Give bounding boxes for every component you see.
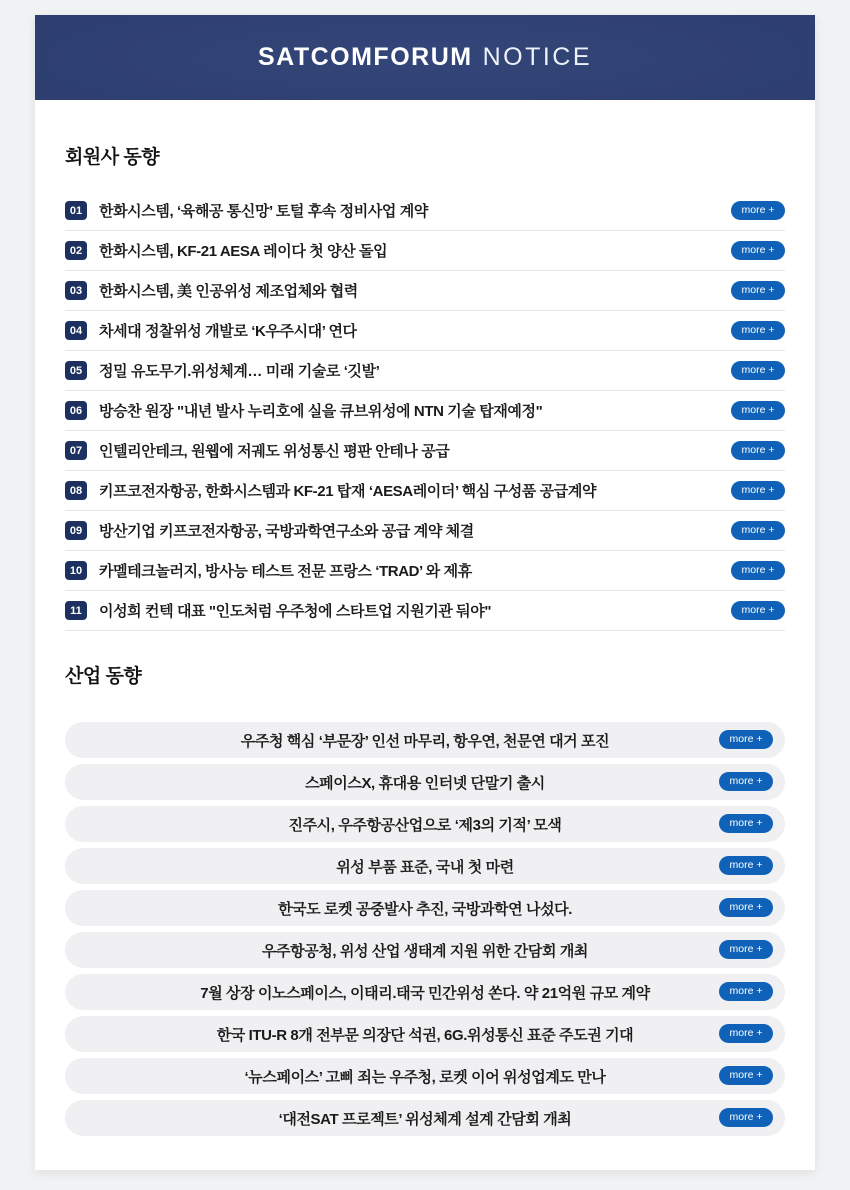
news-title: 진주시, 우주항공산업으로 ‘제3의 기적’ 모색 xyxy=(288,816,562,834)
industry-news-row xyxy=(65,806,785,842)
news-title: 이성희 컨텍 대표 "인도처럼 우주청에 스타트업 지원기관 둬야" xyxy=(99,603,492,620)
news-title: 한국도 로켓 공중발사 추진, 국방과학연 나섰다. xyxy=(277,900,573,918)
more-button[interactable]: more + xyxy=(731,281,785,300)
member-trends-list xyxy=(65,191,785,631)
news-title: ‘대전SAT 프로젝트’ 위성체계 설계 간담회 개최 xyxy=(278,1110,572,1128)
header-title-notice: NOTICE xyxy=(482,43,593,71)
more-button[interactable]: more + xyxy=(719,730,773,749)
more-button[interactable]: more + xyxy=(719,982,773,1001)
more-button[interactable]: more + xyxy=(731,561,785,580)
more-button[interactable]: more + xyxy=(731,521,785,540)
more-button[interactable]: more + xyxy=(719,856,773,875)
industry-news-row xyxy=(65,974,785,1010)
industry-news-row xyxy=(65,848,785,884)
news-title: 카멜테크놀러지, 방사능 테스트 전문 프랑스 ‘TRAD’ 와 제휴 xyxy=(99,563,472,580)
news-title: 한국 ITU-R 8개 전부문 의장단 석권, 6G.위성통신 표준 주도권 기대 xyxy=(216,1026,634,1044)
notice-content xyxy=(35,142,815,1136)
member-news-row xyxy=(65,351,785,391)
notice-header-banner xyxy=(35,15,815,100)
more-button[interactable]: more + xyxy=(731,201,785,220)
more-button[interactable]: more + xyxy=(731,241,785,260)
member-news-row xyxy=(65,311,785,351)
industry-news-row xyxy=(65,1016,785,1052)
item-number-badge: 05 xyxy=(65,361,87,380)
news-title: 한화시스템, KF-21 AESA 레이다 첫 양산 돌입 xyxy=(99,243,388,260)
member-news-row xyxy=(65,431,785,471)
news-title: 우주항공청, 위성 산업 생태계 지원 위한 간담회 개최 xyxy=(261,942,589,960)
member-news-row xyxy=(65,391,785,431)
news-title: 7월 상장 이노스페이스, 이태리.태국 민간위성 쏜다. 약 21억원 규모 계약 xyxy=(200,984,650,1002)
industry-news-row xyxy=(65,722,785,758)
news-title: 방승찬 원장 "내년 발사 누리호에 실을 큐브위성에 NTN 기술 탑재예정" xyxy=(99,403,543,420)
more-button[interactable]: more + xyxy=(731,601,785,620)
item-number-badge: 07 xyxy=(65,441,87,460)
member-news-row xyxy=(65,271,785,311)
industry-news-row xyxy=(65,932,785,968)
item-number-badge: 09 xyxy=(65,521,87,540)
member-news-row xyxy=(65,471,785,511)
more-button[interactable]: more + xyxy=(719,1108,773,1127)
notice-card xyxy=(35,15,815,1170)
item-number-badge: 02 xyxy=(65,241,87,260)
member-news-row xyxy=(65,511,785,551)
more-button[interactable]: more + xyxy=(719,772,773,791)
more-button[interactable]: more + xyxy=(731,321,785,340)
more-button[interactable]: more + xyxy=(731,401,785,420)
industry-news-row xyxy=(65,764,785,800)
header-title-brand: SATCOMFORUM xyxy=(257,43,473,71)
industry-news-row xyxy=(65,1100,785,1136)
item-number-badge: 06 xyxy=(65,401,87,420)
news-title: 한화시스템, ‘육해공 통신망’ 토털 후속 정비사업 계약 xyxy=(99,203,428,220)
member-news-row xyxy=(65,551,785,591)
news-title: 한화시스템, 美 인공위성 제조업체와 협력 xyxy=(99,283,358,300)
industry-trends-list xyxy=(65,722,785,1136)
more-button[interactable]: more + xyxy=(719,940,773,959)
more-button[interactable]: more + xyxy=(719,814,773,833)
item-number-badge: 03 xyxy=(65,281,87,300)
news-title: 인텔리안테크, 원웹에 저궤도 위성통신 평판 안테나 공급 xyxy=(99,443,450,460)
news-title: 위성 부품 표준, 국내 첫 마련 xyxy=(336,858,514,876)
more-button[interactable]: more + xyxy=(719,1024,773,1043)
item-number-badge: 08 xyxy=(65,481,87,500)
more-button[interactable]: more + xyxy=(719,898,773,917)
news-title: ‘뉴스페이스’ 고삐 죄는 우주청, 로켓 이어 위성업계도 만나 xyxy=(244,1068,606,1086)
more-button[interactable]: more + xyxy=(719,1066,773,1085)
more-button[interactable]: more + xyxy=(731,481,785,500)
member-news-row xyxy=(65,191,785,231)
news-title: 방산기업 키프코전자항공, 국방과학연구소와 공급 계약 체결 xyxy=(99,523,474,540)
member-news-row xyxy=(65,231,785,271)
industry-news-row xyxy=(65,890,785,926)
news-title: 스페이스X, 휴대용 인터넷 단말기 출시 xyxy=(305,774,545,792)
news-title: 우주청 핵심 ‘부문장’ 인선 마무리, 항우연, 천문연 대거 포진 xyxy=(240,732,610,750)
item-number-badge: 01 xyxy=(65,201,87,220)
news-title: 정밀 유도무기.위성체계… 미래 기술로 ‘깃발’ xyxy=(99,363,380,380)
news-title: 차세대 정찰위성 개발로 ‘K우주시대’ 연다 xyxy=(99,323,357,340)
industry-news-row xyxy=(65,1058,785,1094)
item-number-badge: 11 xyxy=(65,601,87,620)
item-number-badge: 10 xyxy=(65,561,87,580)
member-news-row xyxy=(65,591,785,631)
more-button[interactable]: more + xyxy=(731,361,785,380)
more-button[interactable]: more + xyxy=(731,441,785,460)
item-number-badge: 04 xyxy=(65,321,87,340)
section-title-industry-trends: 산업 동향 xyxy=(65,666,142,687)
section-title-member-trends: 회원사 동향 xyxy=(65,147,160,168)
news-title: 키프코전자항공, 한화시스템과 KF-21 탑재 ‘AESA레이더’ 핵심 구성품 공급계약 xyxy=(99,483,597,500)
